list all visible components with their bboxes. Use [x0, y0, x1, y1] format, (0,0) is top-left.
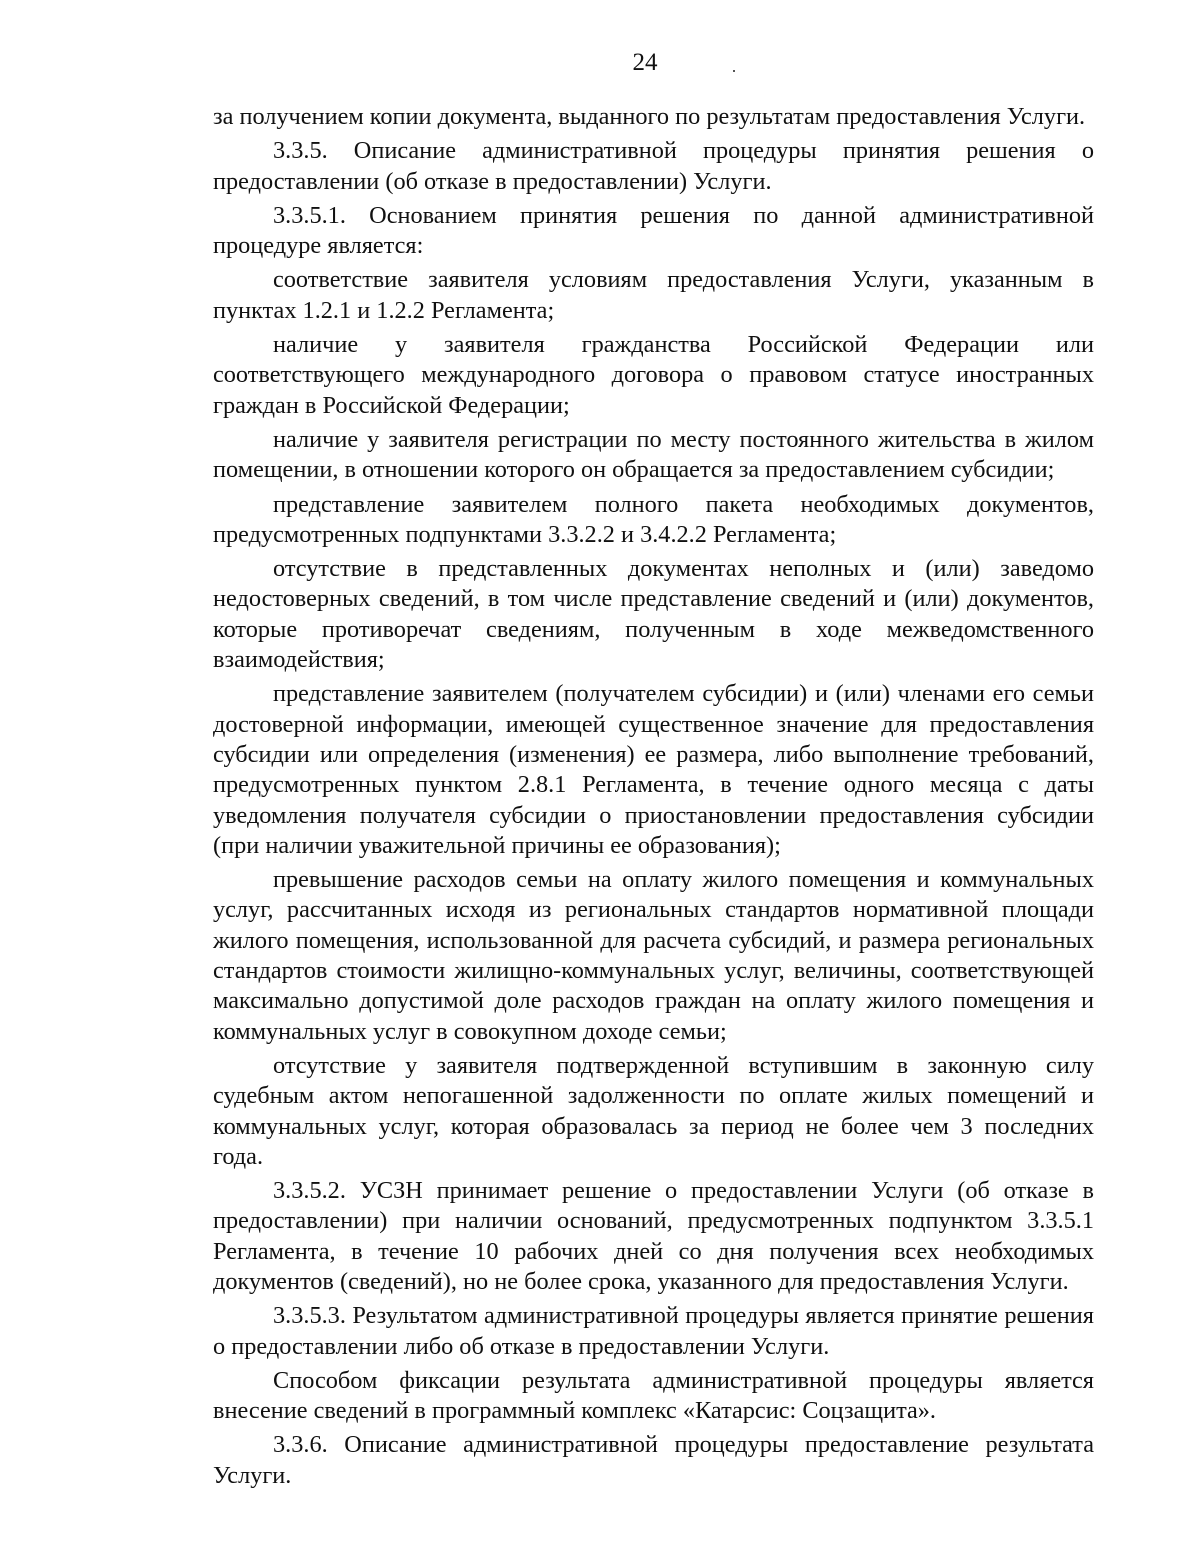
paragraph: отсутствие у заявителя подтвержденной вступившим в законную силу судебным актом непогашенной задолженности по оплате жилых помещений и коммунальных услуг, которая образовалась за период не более чем 3 последних года.: [213, 1051, 1094, 1170]
paragraph: отсутствие в представленных документах неполных и (или) заведомо недостоверных сведений, в том числе представление сведений и (или) документов, которые противоречат сведениям, полученным в ходе межведомственного взаимодействия;: [213, 555, 1094, 674]
paragraph: 3.3.5.3. Результатом административной процедуры является принятие решения о предоставлении либо об отказе в предоставлении Услуги.: [213, 1302, 1094, 1360]
paragraph: 3.3.5.2. УСЗН принимает решение о предоставлении Услуги (об отказе в предоставлении) при наличии оснований, предусмотренных подпунктом 3.3.5.1 Регламента, в течение 10 рабочих дней со дня получения всех необходимых документов (сведений), но не более срока, указанного для предоставления Услуги.: [213, 1177, 1094, 1295]
paragraph: 3.3.5. Описание административной процедуры принятия решения о предоставлении (об отказе в предоставлении) Услуги.: [213, 137, 1094, 195]
paragraph: 3.3.6. Описание административной процедуры предоставление результата Услуги.: [213, 1431, 1094, 1489]
paragraph: 3.3.5.1. Основанием принятия решения по данной административной процедуре является:: [213, 201, 1094, 260]
paragraph: наличие у заявителя гражданства Российской Федерации или соответствующего международного договора о правовом статусе иностранных граждан в Российской Федерации;: [213, 331, 1094, 419]
paragraph: соответствие заявителя условиям предоставления Услуги, указанным в пунктах 1.2.1 и 1.2.2 Регламента;: [213, 266, 1094, 324]
page-number: 24: [632, 49, 658, 76]
paragraph: представление заявителем полного пакета необходимых документов, предусмотренных подпунктами 3.3.2.2 и 3.4.2.2 Регламента;: [213, 490, 1094, 548]
paragraph: за получением копии документа, выданного по результатам предоставления Услуги.: [213, 103, 1086, 130]
paragraph: превышение расходов семьи на оплату жилого помещения и коммунальных услуг, рассчитанных исходя из региональных стандартов нормативной площади жилого помещения, использованной для расчета субсидий, и размера региональных стандартов стоимости жилищно-коммунальных услуг, величины, соответствующей максимально допустимой доле расходов граждан на оплату жилого помещения и коммунальных услуг в совокупном доходе семьи;: [213, 866, 1094, 1045]
paragraph: наличие у заявителя регистрации по месту постоянного жительства в жилом помещении, в отношении которого он обращается за предоставлением субсидии;: [213, 425, 1094, 484]
paragraph: Способом фиксации результата административной процедуры является внесение сведений в программный комплекс «Катарсис: Соцзащита».: [213, 1366, 1094, 1425]
paragraph: представление заявителем (получателем субсидии) и (или) членами его семьи достоверной информации, имеющей существенное значение для предоставления субсидии или определения (изменения) ее размера, либо выполнение требований, предусмотренных пунктом 2.8.1 Регламента, в течение одного месяца с даты уведомления получателя субсидии о приостановлении предоставления субсидии (при наличии уважительной причины ее образования);: [213, 680, 1094, 859]
scan-speck: [733, 70, 735, 72]
document-body: [213, 102, 1094, 1495]
